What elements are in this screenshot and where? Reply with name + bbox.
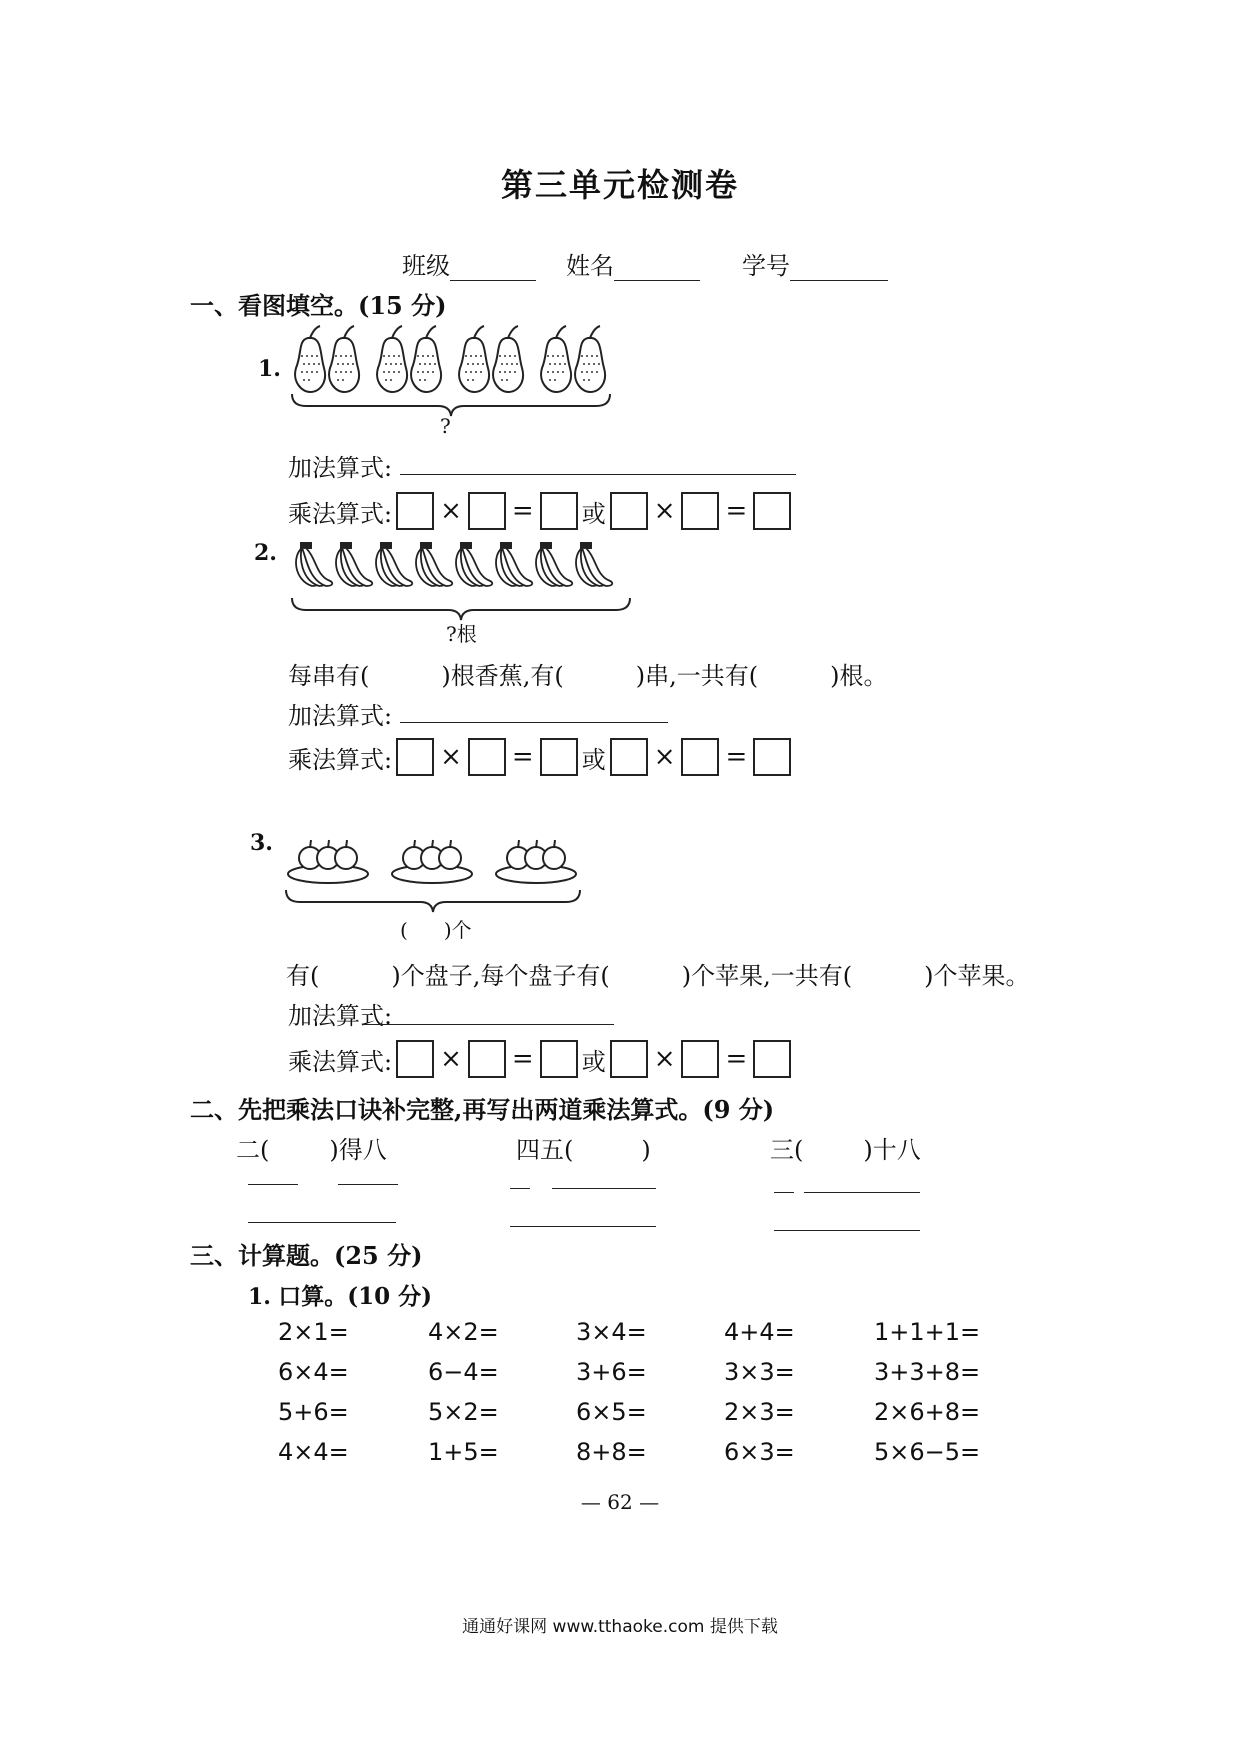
banana-bunch-icon: [456, 542, 492, 586]
equals-sign: =: [511, 742, 534, 772]
q3-sentence-part4: )个苹果。: [924, 962, 1030, 990]
q3-add-label: 加法算式:: [288, 1002, 393, 1030]
q3-brace-open: (: [400, 918, 408, 942]
banana-bunch-icon: [536, 542, 572, 586]
s2-answer-line[interactable]: [774, 1192, 794, 1193]
s2-answer-line[interactable]: [510, 1226, 656, 1227]
banana-bunch-icon: [296, 542, 332, 586]
rhyme-3-end: )十八: [863, 1136, 921, 1164]
pear-icon: [377, 326, 407, 392]
pears-illustration: [290, 326, 620, 396]
pear-icon: [329, 326, 359, 392]
equals-sign: =: [511, 496, 534, 526]
q1-mul-label: 乘法算式:: [288, 499, 393, 528]
calc-problem: 5×6−5=: [874, 1438, 981, 1466]
q2-sentence-part2: )根香蕉,有(: [441, 662, 564, 690]
apple-plate-icon: [288, 840, 368, 883]
pear-icon: [411, 326, 441, 392]
calc-problem: 5×2=: [428, 1398, 499, 1426]
q1-box-4[interactable]: [610, 492, 648, 530]
times-sign: ×: [440, 742, 462, 772]
pear-icon: [493, 326, 523, 392]
times-sign: ×: [653, 742, 676, 772]
section3-heading: 三、计算题。(25 分): [190, 1241, 423, 1270]
q3-box-6[interactable]: [753, 1040, 791, 1078]
q3-mul-row: [288, 1040, 791, 1078]
q1-number: 1.: [258, 356, 281, 382]
or-word: 或: [581, 1047, 606, 1076]
section1-heading: 一、看图填空。(15 分): [190, 291, 447, 320]
sub1-number: 1.: [248, 1284, 271, 1310]
q2-number: 2.: [254, 540, 277, 566]
sub1-heading: [248, 1278, 432, 1311]
s2-answer-line[interactable]: [338, 1184, 398, 1185]
calc-problem: 6−4=: [428, 1358, 499, 1386]
q3-box-4[interactable]: [610, 1040, 648, 1078]
calc-problem: 2×3=: [724, 1398, 795, 1426]
footer-credit: 通通好课网 www.tthaoke.com 提供下载: [462, 1617, 778, 1637]
q3-sentence-part2: )个盘子,每个盘子有(: [391, 962, 610, 990]
calc-problem: 1+5=: [428, 1438, 499, 1466]
q2-mul-row: [288, 738, 791, 776]
q2-box-1[interactable]: [396, 738, 434, 776]
pear-icon: [459, 326, 489, 392]
calc-problem: 5+6=: [278, 1398, 349, 1426]
banana-bunch-icon: [336, 542, 372, 586]
section2-heading: 二、先把乘法口诀补完整,再写出两道乘法算式。(9 分): [190, 1095, 775, 1124]
s2-answer-line[interactable]: [804, 1192, 920, 1193]
q3-number: 3.: [250, 830, 273, 856]
rhyme-1-end: )得八: [329, 1136, 387, 1164]
student-id-label: 学号: [742, 252, 790, 280]
q1-box-1[interactable]: [396, 492, 434, 530]
pear-icon: [295, 326, 325, 392]
q2-mul-label: 乘法算式:: [288, 745, 393, 774]
equals-sign: =: [725, 1044, 748, 1074]
equals-sign: =: [725, 496, 748, 526]
rhyme-2-end: ): [641, 1136, 651, 1164]
q2-add-label: 加法算式:: [288, 702, 393, 730]
q2-box-4[interactable]: [610, 738, 648, 776]
banana-bunch-icon: [376, 542, 412, 586]
calc-problem: 3+6=: [576, 1358, 647, 1386]
calc-problem: 4×2=: [428, 1318, 499, 1346]
name-label: 姓名: [566, 252, 614, 280]
equals-sign: =: [725, 742, 748, 772]
rhyme-3-start: 三(: [770, 1136, 804, 1164]
or-word: 或: [581, 745, 606, 774]
q3-brace-label: [400, 914, 472, 943]
q3-brace-icon: [284, 888, 584, 914]
q1-add-label: 加法算式:: [288, 454, 393, 482]
calc-problem: 8+8=: [576, 1438, 647, 1466]
student-id-blank[interactable]: [790, 258, 888, 281]
q3-sentence-part1: 有(: [286, 962, 320, 990]
q1-brace-label: ?: [440, 414, 451, 438]
equals-sign: =: [511, 1044, 534, 1074]
class-blank[interactable]: [450, 258, 536, 281]
calc-problem: 6×5=: [576, 1398, 647, 1426]
rhyme-item-3: [770, 1130, 921, 1165]
times-sign: ×: [440, 496, 462, 526]
pear-icon: [575, 326, 605, 392]
q3-brace-close: )个: [443, 918, 472, 942]
q1-box-6[interactable]: [753, 492, 791, 530]
q3-box-3[interactable]: [540, 1040, 578, 1078]
calc-problem: 2×6+8=: [874, 1398, 981, 1426]
calc-problem: 4+4=: [724, 1318, 795, 1346]
s2-answer-line[interactable]: [248, 1184, 298, 1185]
calc-problem: 2×1=: [278, 1318, 349, 1346]
calc-problem: 6×3=: [724, 1438, 795, 1466]
q3-sentence: [286, 956, 1029, 991]
banana-bunch-icon: [576, 542, 612, 586]
s2-answer-line[interactable]: [774, 1230, 920, 1231]
name-blank[interactable]: [614, 258, 700, 281]
calc-problem: 4×4=: [278, 1438, 349, 1466]
q2-sentence: [288, 656, 887, 691]
times-sign: ×: [653, 1044, 676, 1074]
q1-box-3[interactable]: [540, 492, 578, 530]
page-title: 第三单元检测卷: [500, 166, 739, 204]
class-label: 班级: [402, 252, 450, 280]
calc-problem: 3×4=: [576, 1318, 647, 1346]
page-number: — 62 —: [580, 1490, 660, 1514]
q3-box-2[interactable]: [468, 1040, 506, 1078]
banana-bunch-icon: [416, 542, 452, 586]
student-id-field: [742, 246, 888, 281]
or-word: 或: [581, 499, 606, 528]
q2-box-3[interactable]: [540, 738, 578, 776]
q3-sentence-part3: )个苹果,一共有(: [681, 962, 853, 990]
rhyme-2-start: 四五(: [516, 1136, 574, 1164]
apple-plate-icon: [392, 840, 472, 883]
q3-mul-label: 乘法算式:: [288, 1047, 393, 1076]
rhyme-item-2: [516, 1130, 651, 1165]
calc-problem: 6×4=: [278, 1358, 349, 1386]
pear-icon: [541, 326, 571, 392]
q1-box-2[interactable]: [468, 492, 506, 530]
q2-sentence-part1: 每串有(: [288, 662, 370, 690]
q2-box-2[interactable]: [468, 738, 506, 776]
q1-add-blank[interactable]: [400, 474, 796, 475]
q1-brace-icon: [290, 392, 612, 418]
apple-plate-icon: [496, 840, 576, 883]
banana-bunch-icon: [496, 542, 532, 586]
times-sign: ×: [653, 496, 676, 526]
q2-sentence-part4: )根。: [830, 662, 888, 690]
calc-problem: 3×3=: [724, 1358, 795, 1386]
s2-answer-line[interactable]: [248, 1222, 396, 1223]
rhyme-1-start: 二(: [236, 1136, 270, 1164]
sub1-label: 口算。(10 分): [278, 1283, 433, 1310]
name-field: [566, 246, 700, 281]
s2-answer-line[interactable]: [510, 1188, 530, 1189]
q3-add-blank[interactable]: [364, 1024, 614, 1025]
calc-problem: 1+1+1=: [874, 1318, 981, 1346]
q2-add-blank[interactable]: [400, 722, 668, 723]
q2-box-5[interactable]: [681, 738, 719, 776]
rhyme-item-1: [236, 1130, 387, 1165]
times-sign: ×: [440, 1044, 462, 1074]
q3-box-1[interactable]: [396, 1040, 434, 1078]
apple-plates-illustration: [284, 826, 584, 888]
s2-answer-line[interactable]: [552, 1188, 656, 1189]
q1-box-5[interactable]: [681, 492, 719, 530]
class-field: [402, 246, 536, 281]
q1-mul-row: [288, 492, 791, 530]
q2-brace-label: ?根: [446, 622, 477, 646]
q2-box-6[interactable]: [753, 738, 791, 776]
calc-problem: 3+3+8=: [874, 1358, 981, 1386]
bananas-illustration: [286, 540, 646, 592]
q3-box-5[interactable]: [681, 1040, 719, 1078]
q2-sentence-part3: )串,一共有(: [635, 662, 759, 690]
